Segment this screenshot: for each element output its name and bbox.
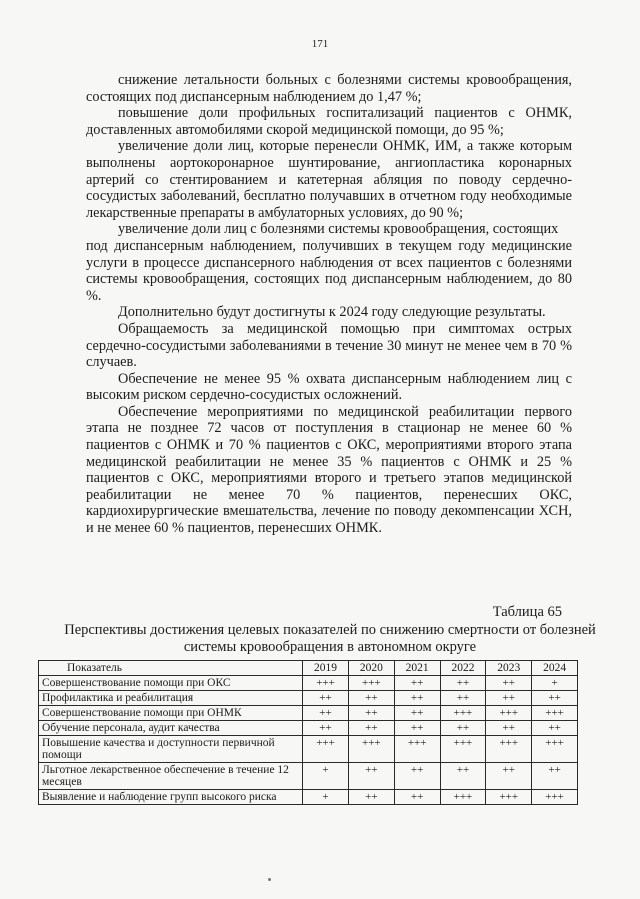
body-paragraph: Обеспечение не менее 95 % охвата диспансерным наблюдением лиц с высоким риском сердечно-сосудистых осложнений. — [86, 370, 572, 404]
row-value: ++ — [532, 721, 578, 736]
row-value: +++ — [486, 706, 532, 721]
row-label: Совершенствование помощи при ОКС — [39, 676, 303, 691]
row-value: +++ — [486, 736, 532, 763]
row-value: +++ — [532, 706, 578, 721]
row-value: ++ — [532, 691, 578, 706]
table-row — [39, 721, 578, 736]
row-label: Обучение персонала, аудит качества — [39, 721, 303, 736]
body-paragraph: снижение летальности больных с болезнями системы кровообращения, состоящих под диспансерным наблюдением до 1,47 %; — [86, 72, 572, 105]
table-row — [39, 790, 578, 805]
row-value: +++ — [440, 706, 486, 721]
row-value: +++ — [303, 736, 349, 763]
row-value: +++ — [348, 676, 394, 691]
header-year: 2019 — [303, 661, 349, 676]
header-year: 2023 — [486, 661, 532, 676]
row-label: Повышение качества и доступности первичной помощи — [39, 736, 303, 763]
table-body — [39, 676, 578, 805]
row-value: ++ — [486, 721, 532, 736]
page-number: 171 — [311, 38, 329, 50]
row-value: ++ — [303, 691, 349, 706]
row-label: Совершенствование помощи при ОНМК — [39, 706, 303, 721]
row-value: +++ — [440, 736, 486, 763]
row-value: ++ — [348, 721, 394, 736]
body-paragraph: увеличение доли лиц с болезнями системы кровообращения, состоящих — [118, 221, 559, 238]
row-value: +++ — [532, 790, 578, 805]
row-value: +++ — [348, 736, 394, 763]
row-value: ++ — [394, 721, 440, 736]
row-value: + — [303, 790, 349, 805]
body-paragraph: увеличение доли лиц, которые перенесли ОНМК, ИМ, а также которым выполнены аортокоронарное шунтирование, ангиопластика коронарных артерий со стентированием и катетерная абляция по поводу сердечно-сосудистых заболеваний, бесплатно получавших в отчетном году необходимые лекарственные препараты в амбулаторных условиях, до 90 %; — [86, 138, 572, 221]
row-value: ++ — [394, 706, 440, 721]
row-label: Профилактика и реабилитация — [39, 691, 303, 706]
row-value: +++ — [394, 736, 440, 763]
row-value: ++ — [532, 763, 578, 790]
row-value: +++ — [532, 736, 578, 763]
row-value: + — [303, 763, 349, 790]
table-row — [39, 763, 578, 790]
row-value: +++ — [486, 790, 532, 805]
row-label: Льготное лекарственное обеспечение в течение 12 месяцев — [39, 763, 303, 790]
table-row — [39, 736, 578, 763]
row-value: +++ — [440, 790, 486, 805]
table-title: Перспективы достижения целевых показателей по снижению смертности от болезней системы кровообращения в автономном округе — [64, 622, 596, 655]
table-header-row — [39, 661, 578, 676]
body-text — [86, 72, 572, 537]
body-paragraph: повышение доли профильных госпитализаций пациентов с ОНМК, доставленных автомобилями скорой медицинской помощи, до 95 %; — [86, 105, 572, 138]
row-value: ++ — [440, 676, 486, 691]
row-value: ++ — [440, 763, 486, 790]
header-year: 2024 — [532, 661, 578, 676]
table-row — [39, 706, 578, 721]
row-label: Выявление и наблюдение групп высокого риска — [39, 790, 303, 805]
header-year: 2022 — [440, 661, 486, 676]
header-year: 2021 — [394, 661, 440, 676]
targets-table — [38, 660, 578, 805]
table-number: Таблица 65 — [492, 604, 562, 620]
scan-speck — [268, 878, 271, 881]
row-value: ++ — [303, 721, 349, 736]
row-value: ++ — [348, 763, 394, 790]
row-value: ++ — [394, 790, 440, 805]
row-value: ++ — [486, 691, 532, 706]
row-value: ++ — [394, 691, 440, 706]
body-paragraph: Обеспечение мероприятиями по медицинской реабилитации первого этапа не позднее 72 часов от поступления в стационар не менее 60 % пациентов с ОНМК и 70 % пациентов с ОКС, мероприятиями второго этапа медицинской реабилитации не менее 35 % пациентов с ОНМК и 25 % пациентов с ОКС, мероприятиями второго и третьего этапов медицинской реабилитации не менее 70 % пациентов, перенесших ОКС, кардиохирургические вмешательства, лечение по поводу декомпенсации ХСН, и не менее 60 % пациентов, перенесших ОНМК. — [86, 403, 572, 537]
row-value: ++ — [394, 676, 440, 691]
row-value: ++ — [486, 676, 532, 691]
row-value: ++ — [394, 763, 440, 790]
header-year: 2020 — [348, 661, 394, 676]
row-value: ++ — [486, 763, 532, 790]
body-paragraph: под диспансерным наблюдением, получивших в текущем году медицинские услуги в процессе диспансерного наблюдения от всех пациентов с болезнями системы кровообращения, состоящих под диспансерным наблюдением, до 80 %. — [86, 237, 572, 304]
row-value: + — [532, 676, 578, 691]
header-indicator: Показатель — [39, 661, 303, 676]
row-value: ++ — [348, 691, 394, 706]
table-row — [39, 676, 578, 691]
row-value: ++ — [348, 790, 394, 805]
row-value: ++ — [303, 706, 349, 721]
table-row — [39, 691, 578, 706]
row-value: ++ — [348, 706, 394, 721]
row-value: ++ — [440, 721, 486, 736]
body-paragraph: Обращаемость за медицинской помощью при симптомах острых сердечно-сосудистыми заболеваниями в течение 30 минут не менее чем в 70 % случаев. — [86, 320, 572, 371]
body-paragraph: Дополнительно будут достигнуты к 2024 году следующие результаты. — [118, 304, 546, 321]
row-value: +++ — [303, 676, 349, 691]
row-value: ++ — [440, 691, 486, 706]
